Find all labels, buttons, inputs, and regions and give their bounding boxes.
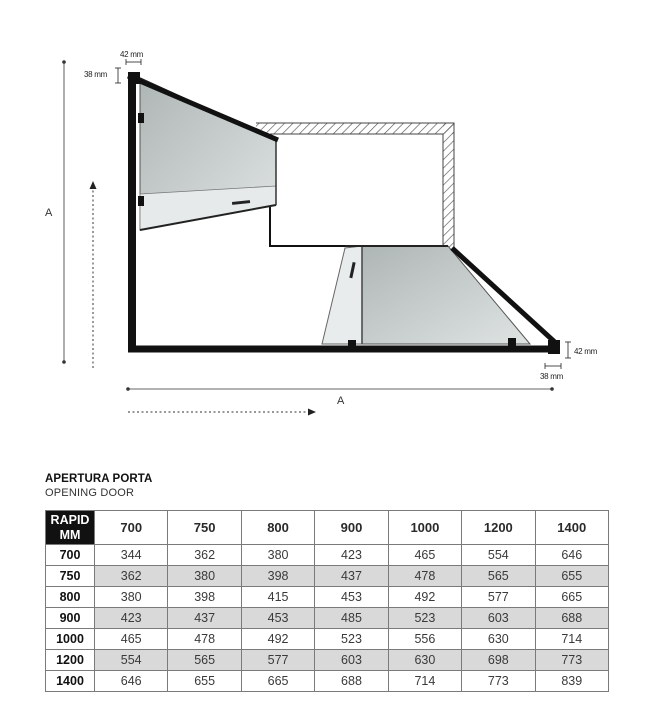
table-cell: 398 bbox=[168, 587, 241, 608]
row-header: 800 bbox=[46, 587, 95, 608]
table-cell: 688 bbox=[535, 608, 608, 629]
table-cell: 565 bbox=[462, 566, 535, 587]
column-header: 1000 bbox=[388, 511, 461, 545]
sliding-glass-panel bbox=[322, 246, 530, 344]
floor-outline bbox=[270, 200, 443, 246]
table-cell: 437 bbox=[168, 608, 241, 629]
arrow-right-icon bbox=[308, 409, 316, 416]
dim-top-depth-label: 38 mm bbox=[84, 70, 107, 79]
table-cell: 437 bbox=[315, 566, 388, 587]
table-cell: 714 bbox=[535, 629, 608, 650]
row-header: 900 bbox=[46, 608, 95, 629]
table-cell: 423 bbox=[315, 545, 388, 566]
table-row bbox=[46, 671, 609, 692]
dimension-a-vertical bbox=[45, 60, 97, 368]
table-row bbox=[46, 629, 609, 650]
table-cell: 665 bbox=[241, 671, 314, 692]
corner-label-mm: MM bbox=[59, 527, 81, 542]
table-cell: 565 bbox=[168, 650, 241, 671]
table-cell: 655 bbox=[535, 566, 608, 587]
table-cell: 839 bbox=[535, 671, 608, 692]
table-cell: 478 bbox=[388, 566, 461, 587]
table-row bbox=[46, 650, 609, 671]
row-header: 1000 bbox=[46, 629, 95, 650]
table-cell: 603 bbox=[315, 650, 388, 671]
table-cell: 655 bbox=[168, 671, 241, 692]
row-header: 1200 bbox=[46, 650, 95, 671]
dim-right-width-label: 38 mm bbox=[540, 372, 563, 381]
table-cell: 646 bbox=[95, 671, 168, 692]
dimension-a-horizontal bbox=[126, 387, 554, 415]
fixed-glass-panel bbox=[140, 78, 276, 230]
row-header: 1400 bbox=[46, 671, 95, 692]
heading-subtitle: OPENING DOOR bbox=[45, 487, 135, 499]
table-cell: 630 bbox=[462, 629, 535, 650]
table-cell: 398 bbox=[241, 566, 314, 587]
table-cell: 380 bbox=[168, 566, 241, 587]
table-cell: 523 bbox=[315, 629, 388, 650]
column-header: 800 bbox=[241, 511, 314, 545]
table-cell: 577 bbox=[462, 587, 535, 608]
table-cell: 665 bbox=[535, 587, 608, 608]
table-cell: 478 bbox=[168, 629, 241, 650]
heading-title: APERTURA PORTA bbox=[45, 473, 153, 485]
table-cell: 698 bbox=[462, 650, 535, 671]
dim-top-width-label: 42 mm bbox=[120, 50, 143, 59]
table-cell: 773 bbox=[462, 671, 535, 692]
table-cell: 577 bbox=[241, 650, 314, 671]
column-header: 750 bbox=[168, 511, 241, 545]
table-cell: 423 bbox=[95, 608, 168, 629]
table-row bbox=[46, 608, 609, 629]
table-cell: 630 bbox=[388, 650, 461, 671]
opening-door-table bbox=[45, 510, 609, 692]
table-row bbox=[46, 566, 609, 587]
dim-right-height-label: 42 mm bbox=[574, 347, 597, 356]
table-cell: 415 bbox=[241, 587, 314, 608]
column-header: 1200 bbox=[462, 511, 535, 545]
table-cell: 603 bbox=[462, 608, 535, 629]
table-cell: 773 bbox=[535, 650, 608, 671]
table-cell: 453 bbox=[315, 587, 388, 608]
table-cell: 714 bbox=[388, 671, 461, 692]
table-cell: 646 bbox=[535, 545, 608, 566]
table-cell: 362 bbox=[95, 566, 168, 587]
table-cell: 465 bbox=[95, 629, 168, 650]
arrow-up-icon bbox=[90, 181, 97, 189]
dim-a-horizontal-label: A bbox=[337, 395, 345, 407]
table-cell: 688 bbox=[315, 671, 388, 692]
opening-door-heading bbox=[45, 473, 152, 499]
table-cell: 485 bbox=[315, 608, 388, 629]
corner-label-rapid: RAPID bbox=[50, 512, 90, 527]
table-cell: 380 bbox=[95, 587, 168, 608]
table-corner-cell bbox=[46, 511, 95, 545]
table-header-row bbox=[46, 511, 609, 545]
column-header: 1400 bbox=[535, 511, 608, 545]
table-cell: 453 bbox=[241, 608, 314, 629]
column-header: 900 bbox=[315, 511, 388, 545]
table-row bbox=[46, 545, 609, 566]
table-cell: 344 bbox=[95, 545, 168, 566]
column-header: 700 bbox=[95, 511, 168, 545]
row-header: 750 bbox=[46, 566, 95, 587]
table-cell: 523 bbox=[388, 608, 461, 629]
row-header: 700 bbox=[46, 545, 95, 566]
table-cell: 465 bbox=[388, 545, 461, 566]
table-cell: 492 bbox=[388, 587, 461, 608]
table-cell: 556 bbox=[388, 629, 461, 650]
table-cell: 380 bbox=[241, 545, 314, 566]
table-cell: 362 bbox=[168, 545, 241, 566]
table-cell: 554 bbox=[462, 545, 535, 566]
table-cell: 554 bbox=[95, 650, 168, 671]
table-row bbox=[46, 587, 609, 608]
table-cell: 492 bbox=[241, 629, 314, 650]
dim-a-vertical-label: A bbox=[45, 207, 53, 219]
